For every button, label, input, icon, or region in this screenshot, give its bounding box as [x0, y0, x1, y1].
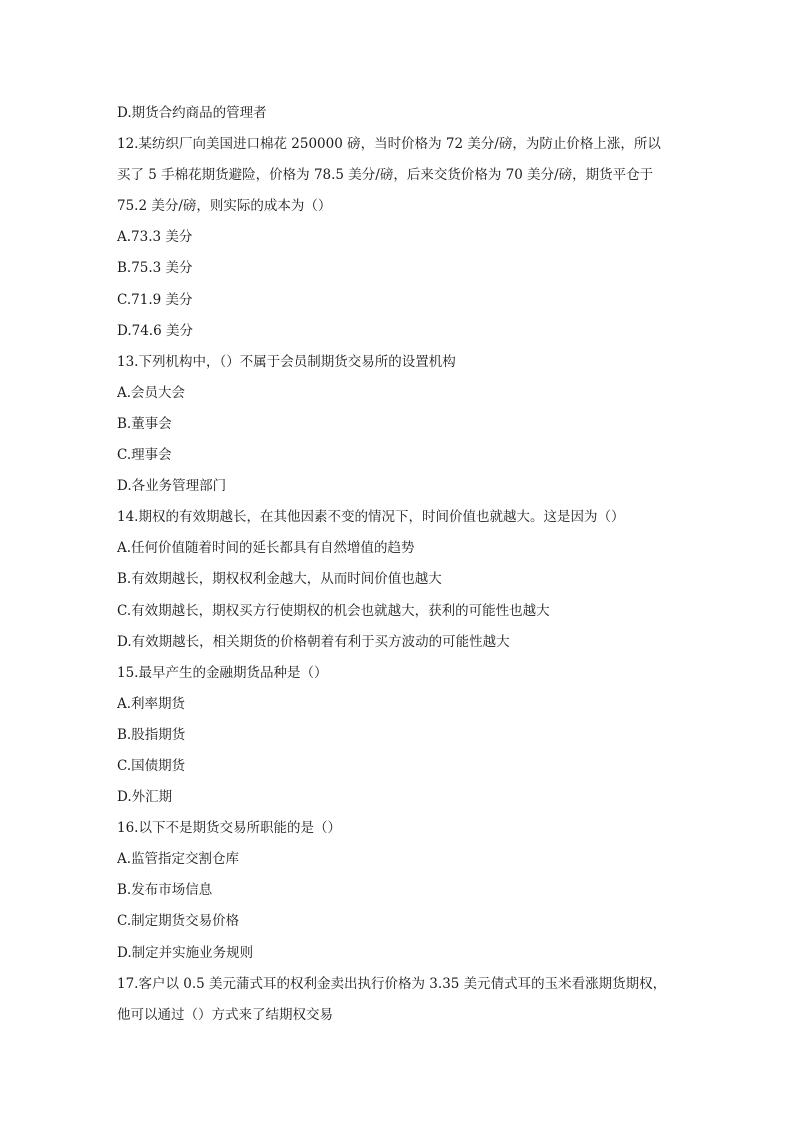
option-line: B.董事会 — [117, 415, 172, 432]
option-line: D.各业务管理部门 — [117, 478, 227, 495]
option-line: D.期货合约商品的管理者 — [117, 105, 267, 121]
option-line: A.会员大会 — [117, 384, 186, 401]
option-line: C.制定期货交易价格 — [117, 913, 240, 930]
question-line: 14.期权的有效期越长，在其他因素不变的情况下，时间价值也就越大。这是因为（） — [117, 509, 625, 526]
document-page — [117, 98, 687, 1031]
question-line: 75.2 美分/磅，则实际的成本为（） — [117, 198, 332, 215]
option-line: B.有效期越长，期权权利金越大，从而时间价值也越大 — [117, 571, 442, 588]
option-line: C.71.9 美分 — [117, 291, 193, 308]
option-line: B.股指期货 — [117, 726, 186, 743]
option-line: D.制定并实施业务规则 — [117, 944, 254, 961]
question-line: 17.客户以 0.5 美元蒲式耳的权利金卖出执行价格为 3.35 美元倩式耳的玉米看涨期货期权， — [117, 975, 667, 992]
question-line: 他可以通过（）方式来了结期权交易 — [117, 1006, 333, 1023]
option-line: B.75.3 美分 — [117, 260, 193, 277]
question-line: 16.以下不是期货交易所职能的是（） — [117, 820, 341, 837]
option-line: C.有效期越长，期权买方行使期权的机会也就越大，获利的可能性也越大 — [117, 602, 550, 619]
option-line: A.73.3 美分 — [117, 229, 193, 246]
option-line: A.任何价值随着时间的延长都具有自然增值的趋势 — [117, 540, 415, 557]
question-line: 13.下列机构中，（）不属于会员制期货交易所的设置机构 — [117, 353, 456, 370]
question-line: 12.某纺织厂向美国进口棉花 250000 磅，当时价格为 72 美分/磅，为防止价格上涨，所以 — [117, 136, 661, 153]
option-line: C.国债期货 — [117, 757, 186, 774]
option-line: D.有效期越长，相关期货的价格朝着有利于买方波动的可能性越大 — [117, 633, 510, 650]
option-line: D.74.6 美分 — [117, 322, 193, 339]
question-line: 15.最早产生的金融期货品种是（） — [117, 664, 328, 681]
option-line: D.外汇期 — [117, 789, 173, 806]
option-line: B.发布市场信息 — [117, 882, 213, 899]
option-line: A.利率期货 — [117, 695, 186, 712]
option-line: C.理事会 — [117, 447, 172, 464]
option-line: A.监管指定交割仓库 — [117, 851, 240, 868]
question-line: 买了 5 手棉花期货避险，价格为 78.5 美分/磅，后来交货价格为 70 美分/磅，期货平仓于 — [117, 167, 654, 184]
